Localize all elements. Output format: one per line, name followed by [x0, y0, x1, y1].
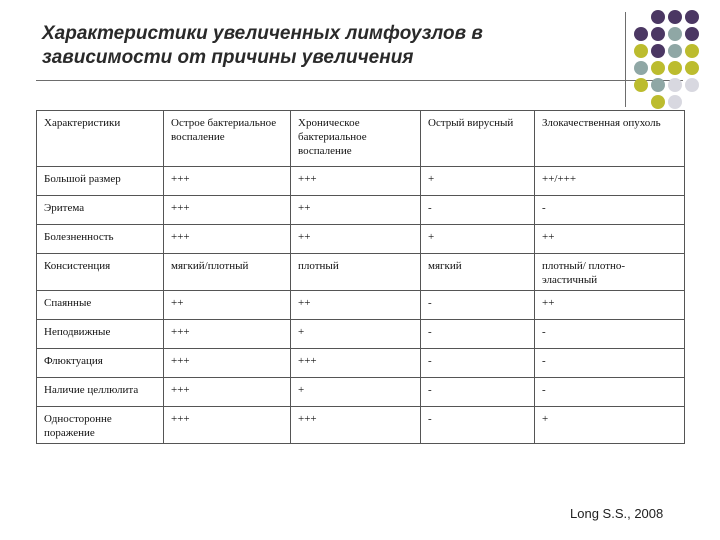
decorative-dot — [668, 44, 682, 58]
decorative-dot — [651, 61, 665, 75]
table-cell: + — [291, 378, 421, 407]
header-cell: Хроническое бактериальное воспаление — [291, 111, 421, 167]
table-cell: + — [421, 225, 535, 254]
row-label-cell: Флюктуация — [37, 349, 164, 378]
table-row — [37, 196, 685, 225]
table-cell: ++/+++ — [535, 167, 685, 196]
table-row — [37, 320, 685, 349]
decorative-dot — [634, 61, 648, 75]
divider-horizontal — [36, 80, 683, 81]
table-cell: мягкий/плотный — [164, 254, 291, 291]
decorative-dot — [685, 61, 699, 75]
table-cell: - — [421, 196, 535, 225]
header-cell: Острое бактериальное воспаление — [164, 111, 291, 167]
table-cell: +++ — [164, 320, 291, 349]
row-label-cell: Большой размер — [37, 167, 164, 196]
row-label-cell: Неподвижные — [37, 320, 164, 349]
table-header-row — [37, 111, 685, 167]
table-row — [37, 167, 685, 196]
table-cell: - — [535, 196, 685, 225]
decorative-dot — [634, 27, 648, 41]
row-label-cell: Болезненность — [37, 225, 164, 254]
table-cell: мягкий — [421, 254, 535, 291]
header-cell: Злокачественная опухоль — [535, 111, 685, 167]
header-cell: Характеристики — [37, 111, 164, 167]
decorative-dot — [651, 44, 665, 58]
table-row — [37, 349, 685, 378]
table-cell: ++ — [164, 291, 291, 320]
decorative-dot — [668, 10, 682, 24]
table-cell: +++ — [164, 196, 291, 225]
row-label-cell: Эритема — [37, 196, 164, 225]
table-cell: +++ — [291, 407, 421, 444]
table-cell: - — [535, 378, 685, 407]
decorative-dot — [668, 61, 682, 75]
decorative-dot — [651, 78, 665, 92]
decorative-dot — [685, 78, 699, 92]
table-cell: +++ — [164, 349, 291, 378]
table-row — [37, 254, 685, 291]
decorative-dot — [634, 44, 648, 58]
table-cell: - — [421, 349, 535, 378]
decorative-dot — [685, 27, 699, 41]
table-cell: - — [535, 349, 685, 378]
slide-title: Характеристики увеличенных лимфоузлов в зависимости от причины увеличения — [42, 23, 483, 68]
decorative-dot — [651, 95, 665, 109]
row-label-cell: Наличие целлюлита — [37, 378, 164, 407]
table-cell: ++ — [535, 225, 685, 254]
table-cell: ++ — [291, 196, 421, 225]
table-cell: +++ — [164, 225, 291, 254]
table-row — [37, 291, 685, 320]
source-credit: Long S.S., 2008 — [570, 506, 664, 521]
table-row — [37, 225, 685, 254]
decorative-dot — [651, 27, 665, 41]
table-cell: - — [421, 407, 535, 444]
row-label-cell: Консистенция — [37, 254, 164, 291]
table-cell: плотный — [291, 254, 421, 291]
table-cell: - — [421, 291, 535, 320]
decorative-dot — [668, 95, 682, 109]
table-cell: + — [291, 320, 421, 349]
decorative-dot — [634, 78, 648, 92]
header-cell: Острый вирусный — [421, 111, 535, 167]
table-cell: - — [421, 378, 535, 407]
row-label-cell: Спаянные — [37, 291, 164, 320]
table-cell: +++ — [164, 378, 291, 407]
table-cell: +++ — [164, 407, 291, 444]
table-cell: + — [535, 407, 685, 444]
table-cell: +++ — [291, 349, 421, 378]
table-cell: ++ — [291, 225, 421, 254]
table-cell: плотный/ плотно-эластичный — [535, 254, 685, 291]
lymph-node-table — [36, 110, 685, 444]
decorative-dot — [668, 78, 682, 92]
table-cell: - — [535, 320, 685, 349]
table-row — [37, 407, 685, 444]
table-row — [37, 378, 685, 407]
decorative-dot — [685, 44, 699, 58]
table-cell: ++ — [291, 291, 421, 320]
table-cell: ++ — [535, 291, 685, 320]
decorative-dot — [651, 10, 665, 24]
divider-vertical — [625, 12, 626, 107]
table-cell: + — [421, 167, 535, 196]
table-cell: - — [421, 320, 535, 349]
row-label-cell: Односторонне поражение — [37, 407, 164, 444]
table-cell: +++ — [164, 167, 291, 196]
decorative-dot — [668, 27, 682, 41]
table-cell: +++ — [291, 167, 421, 196]
decorative-dot — [685, 10, 699, 24]
